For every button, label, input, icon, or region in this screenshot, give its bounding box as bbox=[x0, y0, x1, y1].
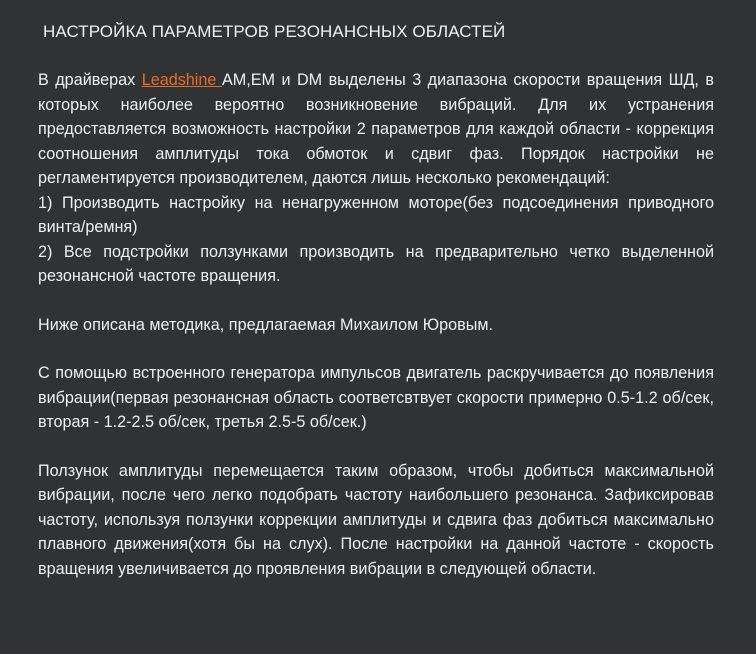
generator-paragraph: С помощью встроенного генератора импульсов двигатель раскручивается до появления вибрации(первая резонансная область соответсвтвует скорости примерно 0.5-1.2 об/сек, вторая - 1.2-2.5 об/сек, третья 2.5-5 об/сек.) bbox=[38, 364, 714, 431]
intro-paragraph bbox=[38, 68, 714, 289]
recommendation-1: 1) Производить настройку на ненагруженном моторе(без подсоединения приводного винта/ремня) bbox=[38, 193, 714, 236]
leadshine-link[interactable]: Leadshine bbox=[141, 71, 222, 89]
slider-paragraph: Ползунок амплитуды перемещается таким образом, чтобы добиться максимальной вибрации, после чего легко подобрать частоту наибольшего резонанса. Зафиксировав частоту, используя ползунки коррекции амплитуды и сдвига фаз добиться максимально плавного движения(хотя бы на слух). После настройки на данной частоте - скорость вращения увеличивается до проявления вибрации в следующей области. bbox=[38, 461, 714, 578]
spacer bbox=[38, 289, 714, 313]
intro-prefix: В драйверах bbox=[38, 71, 142, 89]
intro-text: AM,EM и DM выделены 3 диапазона скорости вращения ШД, в которых наиболее вероятно возникновение вибраций. Для их устранения предоставляется возможность настройки 2 параметров для каждой области - коррекция соотношения амплитуды тока обмоток и сдвиг фаз. Порядок настройки не регламентируется производителем, даются лишь несколько рекомендаций: bbox=[38, 71, 714, 187]
spacer bbox=[38, 435, 714, 459]
method-note: Ниже описана методика, предлагаемая Михаилом Юровым. bbox=[38, 315, 494, 334]
page-title: НАСТРОЙКА ПАРАМЕТРОВ РЕЗОНАНСНЫХ ОБЛАСТЕЙ bbox=[43, 22, 506, 41]
recommendation-2: 2) Все подстройки ползунками производить на предварительно четко выделенной резонансной частоте вращения. bbox=[38, 242, 714, 285]
spacer bbox=[38, 337, 714, 361]
